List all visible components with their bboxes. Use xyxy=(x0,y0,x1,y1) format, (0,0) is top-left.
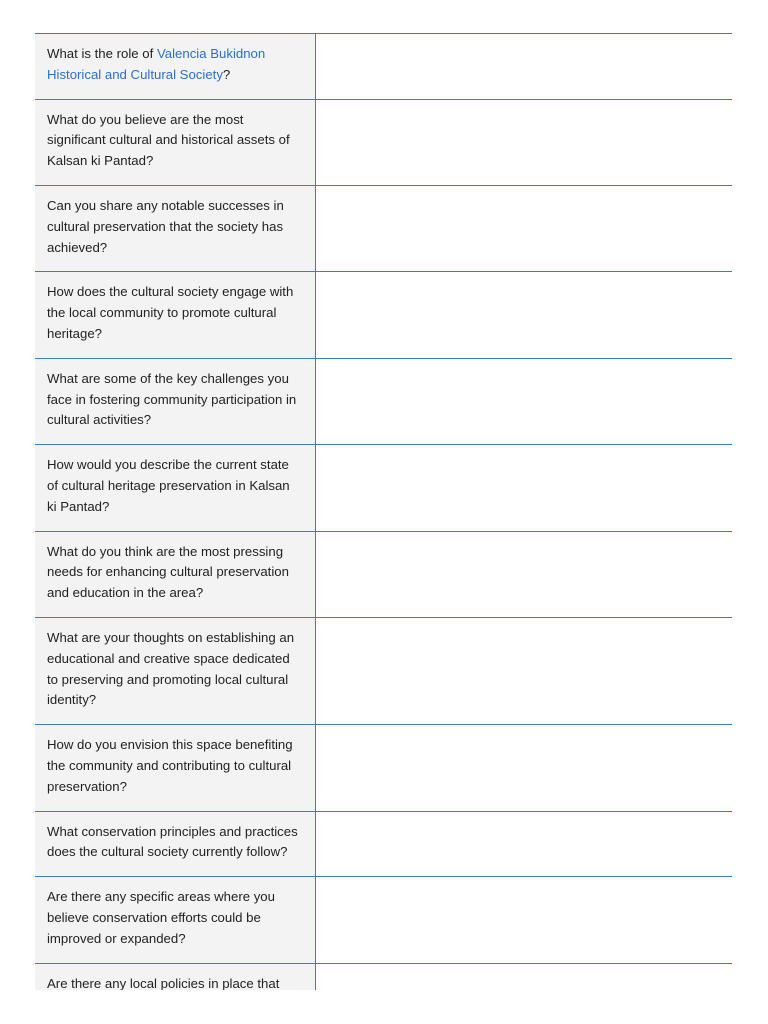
question-cell: Can you share any notable successes in cultural preservation that the society has achieved? xyxy=(35,185,315,271)
question-cell: Are there any specific areas where you believe conservation efforts could be improved or expanded? xyxy=(35,877,315,963)
answer-cell[interactable] xyxy=(315,531,732,617)
question-cell: How does the cultural society engage with the local community to promote cultural heritage? xyxy=(35,272,315,358)
question-text: ? xyxy=(222,66,231,82)
society-link[interactable]: Valencia Bukidnon Historical and Cultural Society xyxy=(47,46,266,82)
table-row xyxy=(35,99,732,185)
question-cell: What are some of the key challenges you face in fostering community participation in cultural activities? xyxy=(35,358,315,444)
answer-cell[interactable] xyxy=(315,185,732,271)
question-cell: Are there any local policies in place that xyxy=(35,963,315,990)
table-row xyxy=(35,185,732,271)
answer-cell[interactable] xyxy=(315,99,732,185)
table-row xyxy=(35,272,732,358)
answer-cell[interactable] xyxy=(315,877,732,963)
answer-cell[interactable] xyxy=(315,358,732,444)
table-row xyxy=(35,725,732,811)
question-cell: What are your thoughts on establishing an educational and creative space dedicated to preserving and promoting local cultural identity? xyxy=(35,617,315,724)
answer-cell[interactable] xyxy=(315,811,732,877)
questionnaire-table xyxy=(35,33,732,990)
table-row xyxy=(35,531,732,617)
table-row xyxy=(35,877,732,963)
table-row xyxy=(35,963,732,990)
table-row xyxy=(35,811,732,877)
table-row xyxy=(35,617,732,724)
answer-cell[interactable] xyxy=(315,617,732,724)
answer-cell[interactable] xyxy=(315,34,732,100)
answer-cell[interactable] xyxy=(315,725,732,811)
question-cell: How would you describe the current state of cultural heritage preservation in Kalsan ki Pantad? xyxy=(35,445,315,531)
question-cell: What do you think are the most pressing needs for enhancing cultural preservation and education in the area? xyxy=(35,531,315,617)
answer-cell[interactable] xyxy=(315,272,732,358)
question-cell xyxy=(35,34,315,100)
table-row xyxy=(35,34,732,100)
answer-cell[interactable] xyxy=(315,445,732,531)
questionnaire-viewport xyxy=(35,33,732,990)
table-row xyxy=(35,445,732,531)
question-text: What is the role of xyxy=(47,46,157,61)
question-cell: What do you believe are the most significant cultural and historical assets of Kalsan ki Pantad? xyxy=(35,99,315,185)
question-cell: What conservation principles and practices does the cultural society currently follow? xyxy=(35,811,315,877)
table-row xyxy=(35,358,732,444)
answer-cell[interactable] xyxy=(315,963,732,990)
question-cell: How do you envision this space benefiting the community and contributing to cultural preservation? xyxy=(35,725,315,811)
